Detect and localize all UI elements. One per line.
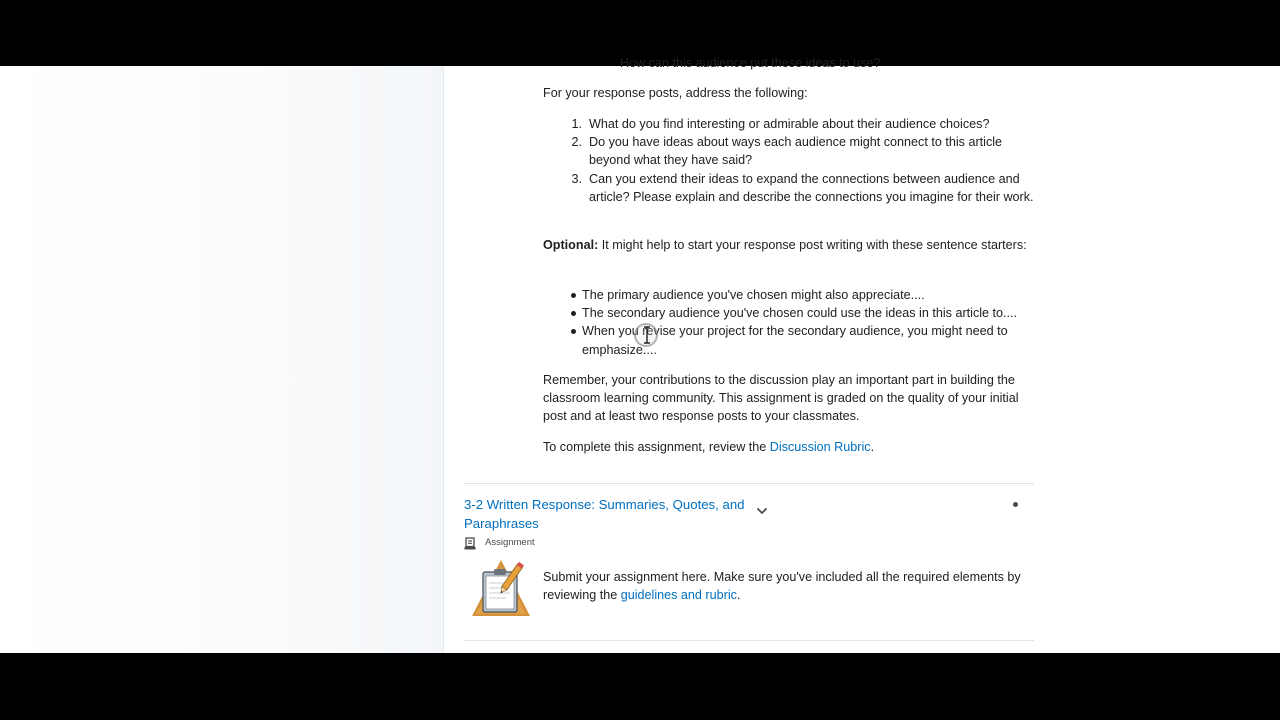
bullet-icon	[571, 311, 576, 316]
list-number: 3.	[571, 171, 582, 186]
screen-letterbox-bottom	[0, 653, 1280, 720]
discussion-rubric-link[interactable]: Discussion Rubric	[769, 440, 871, 454]
list-item	[551, 133, 1036, 169]
description-suffix: .	[736, 588, 741, 603]
optional-label: Optional:	[543, 238, 599, 252]
partially-visible-line: How can this audience put these ideas to use?	[620, 56, 881, 70]
item-type-label: Assignment	[485, 536, 535, 548]
list-item-text: Can you extend their ideas to expand the connections between audience and article? Please explain and describe the connections you imagine for their work.	[589, 171, 1034, 204]
list-number: 1.	[571, 117, 582, 131]
list-item	[544, 304, 1029, 322]
assignment-title-link[interactable]: 3-2 Written Response: Summaries, Quotes, and Paraphrases	[464, 497, 745, 531]
dot-menu-icon[interactable]	[1013, 502, 1018, 507]
list-item-text: Do you have ideas about ways each audience might connect to this article beyond what they have said?	[589, 135, 1003, 168]
content-area	[0, 56, 1280, 653]
list-item-text: The secondary audience you've chosen could use the ideas in this article to....	[582, 306, 1018, 321]
complete-assignment-paragraph	[543, 438, 1028, 456]
optional-text: It might help to start your response post writing with these sentence starters:	[598, 238, 1027, 252]
list-number: 2.	[571, 135, 582, 150]
list-item-text: When you revise your project for the secondary audience, you might need to emphasize....	[582, 324, 1008, 357]
chevron-down-icon[interactable]	[755, 504, 769, 518]
guidelines-rubric-link[interactable]: guidelines and rubric	[620, 588, 737, 603]
list-item-text: What do you find interesting or admirable about their audience choices?	[589, 117, 990, 131]
item-type-row	[464, 535, 535, 551]
response-intro: For your response posts, address the following:	[543, 86, 808, 100]
section-divider	[464, 640, 1034, 641]
description-prefix: Submit your assignment here. Make sure you've included all the required elements by reviewing the	[543, 570, 1021, 603]
remember-paragraph: Remember, your contributions to the discussion play an important part in building the classroom learning community. This assignment is graded on the quality of your initial post and at least two response posts to your classmates.	[543, 373, 1019, 424]
complete-prefix: To complete this assignment, review the	[543, 440, 770, 454]
list-item	[551, 170, 1036, 206]
response-questions-list	[551, 115, 1036, 206]
bullet-icon	[571, 293, 576, 298]
section-divider	[464, 483, 1034, 484]
list-item	[544, 322, 1029, 358]
list-item	[551, 115, 1036, 133]
bullet-icon	[571, 329, 576, 334]
assignment-icon	[464, 537, 476, 550]
complete-suffix: .	[870, 440, 875, 454]
optional-paragraph	[543, 236, 1028, 254]
clipboard-pencil-icon	[470, 558, 532, 618]
assignment-description	[543, 568, 1028, 604]
browser-viewport[interactable]	[0, 56, 1280, 653]
list-item	[544, 286, 1029, 304]
sentence-starters-list	[544, 286, 1029, 359]
text-cursor-icon	[642, 326, 652, 344]
list-item-text: The primary audience you've chosen might also appreciate....	[582, 288, 925, 302]
